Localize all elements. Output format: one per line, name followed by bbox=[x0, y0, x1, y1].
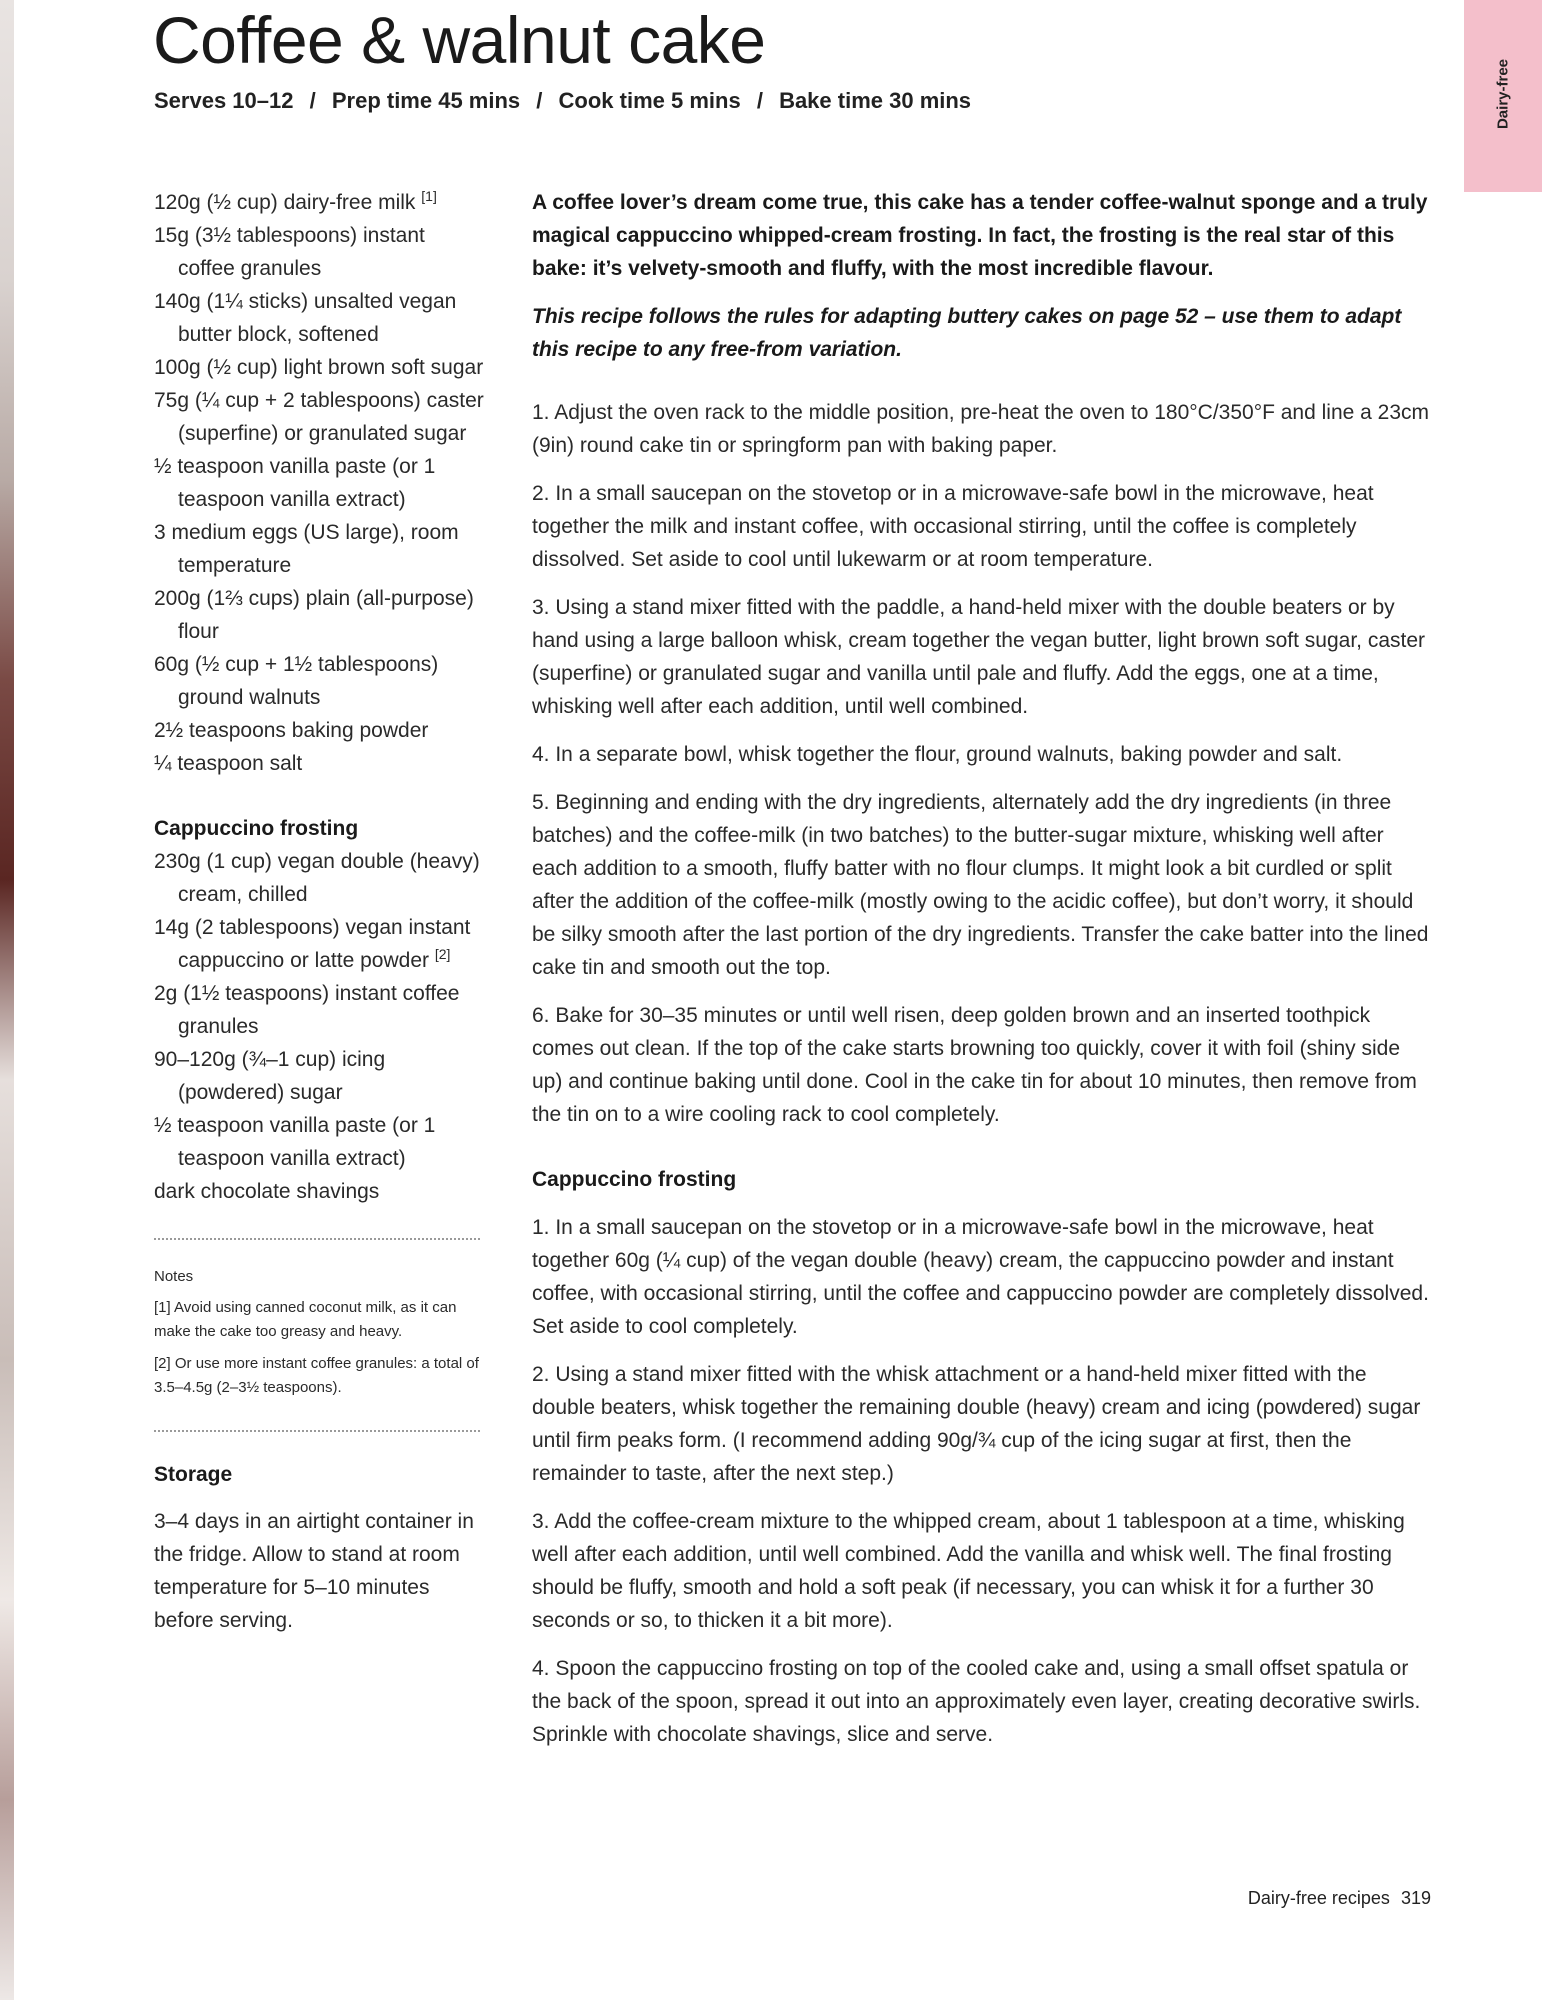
method-step: 4. Spoon the cappuccino frosting on top of the cooled cake and, using a small offset spatula or the back of the spoon, spread it out into an approximately even layer, creating decorative swirls. Sprinkle with chocolate shavings, slice and serve. bbox=[532, 1657, 1421, 1746]
method-step: 4. In a separate bowl, whisk together the flour, ground walnuts, baking powder and salt. bbox=[532, 743, 1343, 766]
ingredient-item: 3 medium eggs (US large), room temperature bbox=[154, 521, 459, 577]
cook-time: Cook time 5 mins bbox=[558, 88, 741, 113]
method-step: 6. Bake for 30–35 minutes or until well risen, deep golden brown and an inserted toothpick comes out clean. If the top of the cake starts browning too quickly, cover it with foil (shiny side up) and continue baking until done. Cool in the cake tin for about 10 minutes, then remove from the tin on to a wire cooling rack to cool completely. bbox=[532, 1004, 1417, 1126]
ingredient-item: 100g (½ cup) light brown soft sugar bbox=[154, 356, 484, 379]
dotted-divider bbox=[154, 1430, 480, 1432]
prep-time: Prep time 45 mins bbox=[331, 88, 521, 113]
ingredient-item: 2g (1½ teaspoons) instant coffee granules bbox=[154, 982, 460, 1038]
ingredient-item: ¼ teaspoon salt bbox=[154, 752, 303, 775]
ingredient-item: 230g (1 cup) vegan double (heavy) cream, chilled bbox=[154, 850, 480, 906]
meta-separator: / bbox=[536, 88, 543, 113]
ingredient-item: 60g (½ cup + 1½ tablespoons) ground walnuts bbox=[154, 653, 439, 709]
method-step: 1. In a small saucepan on the stovetop or in a microwave-safe bowl in the microwave, heat together 60g (¼ cup) of the vegan double (heavy) cream, the cappuccino powder and instant coffee, with occasional stirring, until the coffee and cappuccino powder are completely dissolved. Set aside to cool completely. bbox=[532, 1216, 1429, 1338]
frosting-ingredients-list bbox=[154, 845, 484, 1208]
side-photo-edge bbox=[0, 0, 14, 2000]
ingredients-column bbox=[154, 186, 484, 1637]
ingredient-item: 120g (½ cup) dairy-free milk [1] bbox=[154, 188, 437, 214]
ingredient-item: 200g (1⅔ cups) plain (all-purpose) flour bbox=[154, 587, 474, 643]
method-step: 3. Using a stand mixer fitted with the paddle, a hand-held mixer with the double beaters or by hand using a large balloon whisk, cream together the vegan butter, light brown soft sugar, caster (superfine) or granulated sugar and vanilla until pale and fluffy. Add the eggs, one at a time, whisking well after each addition, until well combined. bbox=[532, 596, 1426, 718]
cake-ingredients-list bbox=[154, 186, 484, 780]
ingredient-item: 14g (2 tablespoons) vegan instant cappuccino or latte powder [2] bbox=[154, 916, 471, 972]
adaptation-note: This recipe follows the rules for adapting buttery cakes on page 52 – use them to adapt this recipe to any free-from variation. bbox=[532, 305, 1402, 361]
page-number: 319 bbox=[1400, 1888, 1431, 1908]
ingredient-item: 140g (1¼ sticks) unsalted vegan butter block, softened bbox=[154, 290, 457, 346]
footnote-marker: [2] bbox=[434, 946, 451, 962]
meta-separator: / bbox=[309, 88, 316, 113]
ingredient-item: ½ teaspoon vanilla paste (or 1 teaspoon vanilla extract) bbox=[154, 1114, 436, 1170]
section-tab bbox=[1464, 0, 1542, 192]
note-item: [2] Or use more instant coffee granules: a total of 3.5–4.5g (2–3½ teaspoons). bbox=[154, 1355, 479, 1396]
ingredient-item: 90–120g (¾–1 cup) icing (powdered) sugar bbox=[154, 1048, 386, 1104]
method-step: 2. In a small saucepan on the stovetop or in a microwave-safe bowl in the microwave, heat together the milk and instant coffee, with occasional stirring, until the coffee is completely dissolved. Set aside to cool until lukewarm or at room temperature. bbox=[532, 482, 1374, 571]
section-tab-label: Dairy-free bbox=[1494, 58, 1512, 130]
method-step: 1. Adjust the oven rack to the middle position, pre-heat the oven to 180°C/350°F and line a 23cm (9in) round cake tin or springform pan with baking paper. bbox=[532, 401, 1430, 457]
page-footer bbox=[1248, 1888, 1431, 1909]
meta-separator: / bbox=[756, 88, 763, 113]
footnote-marker: [1] bbox=[421, 188, 437, 204]
ingredient-item: dark chocolate shavings bbox=[154, 1180, 380, 1203]
dotted-divider bbox=[154, 1238, 480, 1240]
notes-heading: Notes bbox=[154, 1268, 194, 1285]
recipe-meta bbox=[154, 88, 971, 114]
intro-paragraph: A coffee lover’s dream come true, this cake has a tender coffee-walnut sponge and a truly magical cappuccino whipped-cream frosting. In fact, the frosting is the real star of this bake: it’s velvety-smooth and fluffy, with the most incredible flavour. bbox=[532, 191, 1428, 280]
recipe-title: Coffee & walnut cake bbox=[153, 3, 766, 77]
frosting-method-heading: Cappuccino frosting bbox=[532, 1168, 737, 1191]
storage-text: 3–4 days in an airtight container in the fridge. Allow to stand at room temperature for 5–10 minutes before serving. bbox=[154, 1510, 474, 1632]
method-step: 2. Using a stand mixer fitted with the whisk attachment or a hand-held mixer fitted with the double beaters, whisk together the remaining double (heavy) cream and icing (powdered) sugar until firm peaks form. (I recommend adding 90g/¾ cup of the icing sugar at first, then the remainder to taste, after the next step.) bbox=[532, 1363, 1421, 1485]
frosting-ingredients-heading: Cappuccino frosting bbox=[154, 817, 359, 840]
serves: Serves 10–12 bbox=[154, 88, 294, 113]
note-item: [1] Avoid using canned coconut milk, as it can make the cake too greasy and heavy. bbox=[154, 1299, 457, 1340]
method-step: 3. Add the coffee-cream mixture to the whipped cream, about 1 tablespoon at a time, whisking well after each addition, until well combined. Add the vanilla and whisk well. The final frosting should be fluffy, smooth and hold a soft peak (if necessary, you can whisk it for a further 30 seconds or so, to thicken it a bit more). bbox=[532, 1510, 1405, 1632]
method-step: 5. Beginning and ending with the dry ingredients, alternately add the dry ingredients (in three batches) and the coffee-milk (in two batches) to the butter-sugar mixture, whisking well after each addition to a smooth, fluffy batter with no flour clumps. It might look a bit curdled or split after the addition of the coffee-milk (mostly owing to the acidic coffee), but don’t worry, it should be silky smooth after the last portion of the dry ingredients. Transfer the cake batter into the lined cake tin and smooth out the top. bbox=[532, 791, 1429, 979]
footer-section: Dairy-free recipes bbox=[1247, 1888, 1390, 1908]
method-column bbox=[532, 186, 1432, 1766]
bake-time: Bake time 30 mins bbox=[779, 88, 972, 113]
ingredient-item: 75g (¼ cup + 2 tablespoons) caster (superfine) or granulated sugar bbox=[154, 389, 484, 445]
storage-heading: Storage bbox=[154, 1463, 233, 1486]
ingredient-item: ½ teaspoon vanilla paste (or 1 teaspoon vanilla extract) bbox=[154, 455, 436, 511]
ingredient-item: 15g (3½ tablespoons) instant coffee granules bbox=[154, 224, 425, 280]
ingredient-item: 2½ teaspoons baking powder bbox=[154, 719, 429, 742]
